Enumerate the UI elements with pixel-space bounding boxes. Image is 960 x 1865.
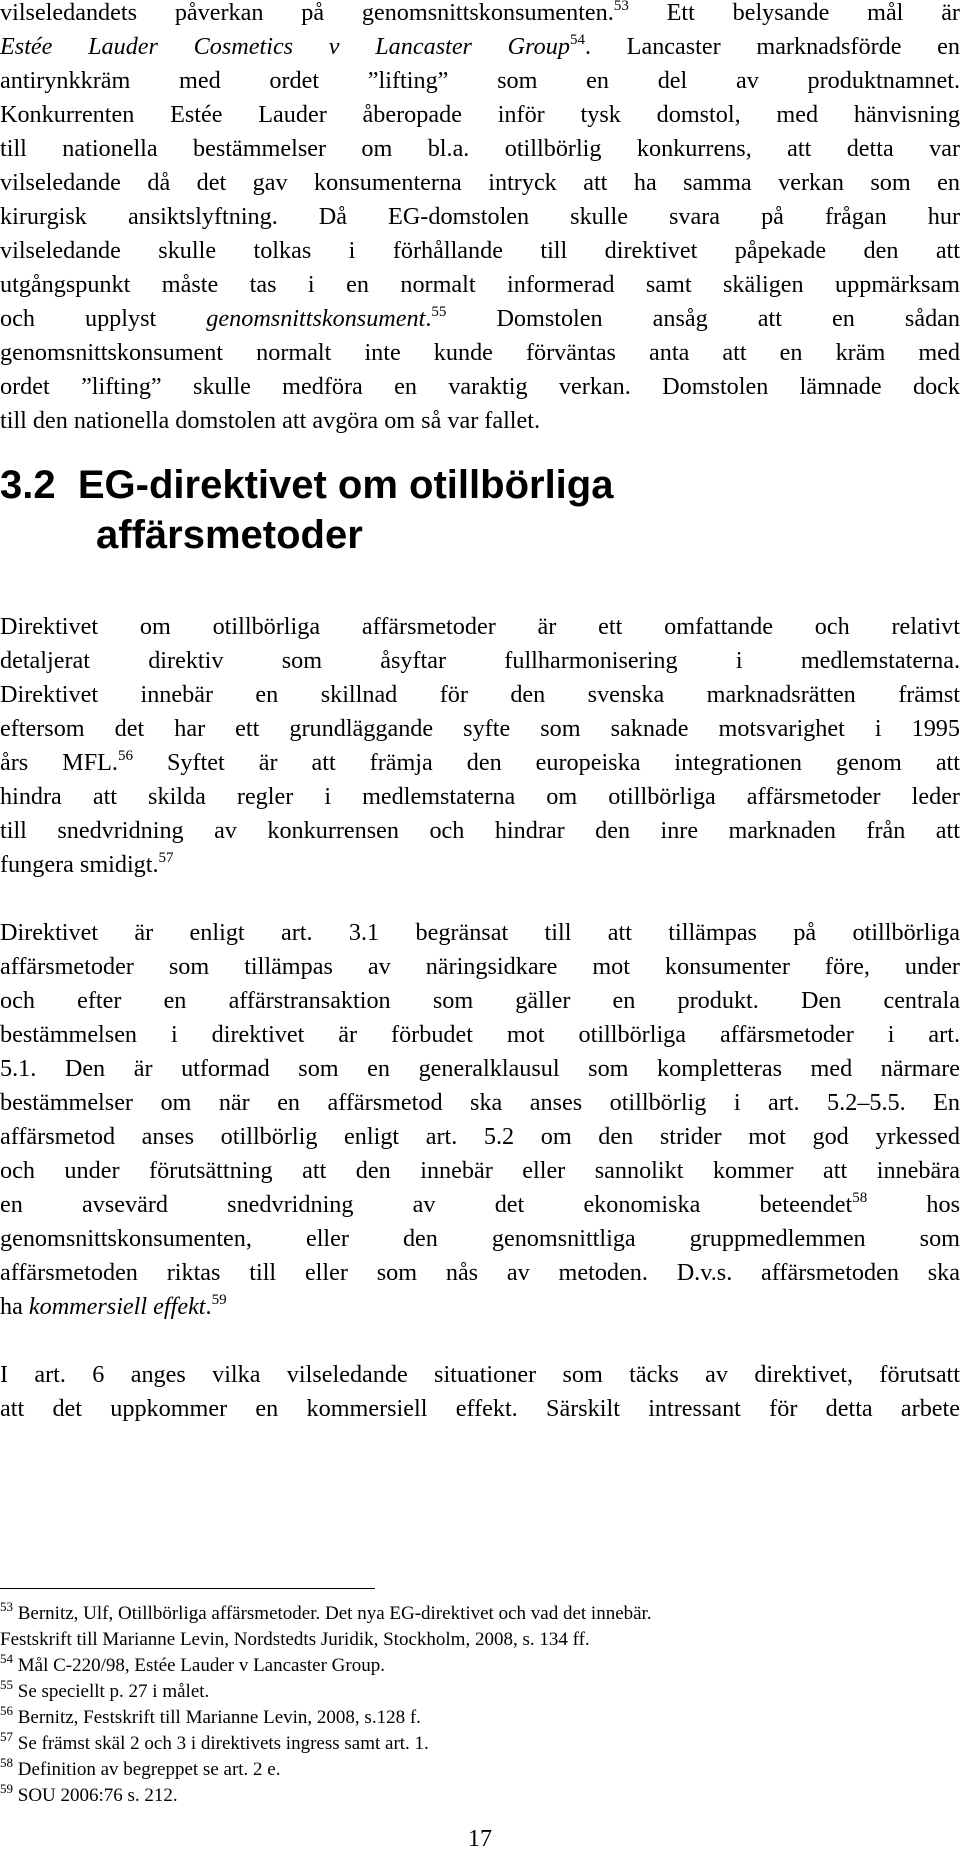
body-line: affärsmetoden riktas till eller som nås av metoden. D.v.s. affärsmetoden ska <box>0 1259 960 1286</box>
body-line: I art. 6 anges vilka vilseledande situationer som täcks av direktivet, förutsatt <box>0 1361 960 1388</box>
footnote-ref[interactable]: 57 <box>158 850 174 866</box>
footnote-59: $^{59}$ SOU 2006:76 s. 212. <box>0 1781 178 1806</box>
section-title-line1: EG-direktivet om otillbörliga <box>77 463 614 507</box>
body-line: affärsmetod anses otillbörlig enligt art. 5.2 om den strider mot god yrkessed <box>0 1123 960 1150</box>
page-number: 17 <box>468 1826 492 1852</box>
footnote-ref[interactable]: 59 <box>211 1292 227 1308</box>
body-line: ordet ”lifting” skulle medföra en varaktig verkan. Domstolen lämnade dock <box>0 373 960 400</box>
body-line: till snedvridning av konkurrensen och hindrar den inre marknaden från att <box>0 817 960 844</box>
body-line: antirynkkräm med ordet ”lifting” som en del av produktnamnet. <box>0 67 960 94</box>
body-line: kirurgisk ansiktslyftning. Då EG-domstolen skulle svara på frågan hur <box>0 203 960 230</box>
footnote-58: $^{58}$ Definition av begreppet se art. 2 e. <box>0 1755 281 1780</box>
body-line: års MFL.$^{56}$ Syftet är att främja den europeiska integrationen genom att <box>0 748 960 776</box>
section-title-line2: affärsmetoder <box>96 513 363 557</box>
footnote-ref[interactable]: 55 <box>431 304 447 320</box>
body-line: en avsevärd snedvridning av det ekonomiska beteendet$^{58}$ hos <box>0 1190 960 1218</box>
body-line: affärsmetoder som tillämpas av näringsidkare mot konsumenter före, under <box>0 953 960 980</box>
body-line: Direktivet är enligt art. 3.1 begränsat till att tillämpas på otillbörliga <box>0 919 960 946</box>
body-line: Direktivet innebär en skillnad för den svenska marknadsrätten främst <box>0 681 960 708</box>
section-heading <box>0 460 960 510</box>
body-line: 5.1. Den är utformad som en generalklausul som kompletteras med närmare <box>0 1055 960 1082</box>
section-number: 3.2 <box>0 463 56 507</box>
body-line: genomsnittskonsumenten, eller den genomsnittliga gruppmedlemmen som <box>0 1225 960 1252</box>
footnote-ref[interactable]: 54 <box>569 32 585 48</box>
footnote-57: $^{57}$ Se främst skäl 2 och 3 i direktivets ingress samt art. 1. <box>0 1729 429 1754</box>
case-name: Estée Lauder Cosmetics v Lancaster Group <box>0 33 570 60</box>
body-line: Direktivet om otillbörliga affärsmetoder är ett omfattande och relativt <box>0 613 960 640</box>
body-line: ha kommersiell effekt.$^{59}$ <box>0 1292 227 1320</box>
body-line: vilseledandets påverkan på genomsnittskonsumenten.$^{53}$ Ett belysande mål är <box>0 0 960 26</box>
footnote-56: $^{56}$ Bernitz, Festskrift till Marianne Levin, 2008, s.128 f. <box>0 1703 421 1728</box>
body-line: bestämmelsen i direktivet är förbudet mot otillbörliga affärsmetoder i art. <box>0 1021 960 1048</box>
body-line: eftersom det har ett grundläggande syfte som saknade motsvarighet i 1995 <box>0 715 960 742</box>
footnote-54: $^{54}$ Mål C-220/98, Estée Lauder v Lancaster Group. <box>0 1651 385 1676</box>
footnote-53: $^{53}$ Bernitz, Ulf, Otillbörliga affärsmetoder. Det nya EG-direktivet och vad det innebär. <box>0 1599 652 1624</box>
body-line: utgångspunkt måste tas i en normalt informerad samt skäligen uppmärksam <box>0 271 960 298</box>
body-line: bestämmelser om när en affärsmetod ska anses otillbörlig i art. 5.2–5.5. En <box>0 1089 960 1116</box>
body-line: till nationella bestämmelser om bl.a. otillbörlig konkurrens, att detta var <box>0 135 960 162</box>
emphasis-term: genomsnittskonsument <box>206 305 426 332</box>
footnote-55: $^{55}$ Se speciellt p. 27 i målet. <box>0 1677 210 1702</box>
body-line: och under förutsättning att den innebär eller sannolikt kommer att innebära <box>0 1157 960 1184</box>
body-line: detaljerat direktiv som åsyftar fullharmonisering i medlemstaterna. <box>0 647 960 674</box>
body-line: till den nationella domstolen att avgöra om så var fallet. <box>0 407 541 434</box>
footnote-ref[interactable]: 53 <box>613 0 629 14</box>
body-line: Konkurrenten Estée Lauder åberopade inför tysk domstol, med hänvisning <box>0 101 960 128</box>
body-line: Estée Lauder Cosmetics v Lancaster Group$^{54}$. Lancaster marknadsförde en <box>0 32 960 60</box>
footnote-separator <box>0 1588 375 1589</box>
body-line: fungera smidigt.$^{57}$ <box>0 850 174 878</box>
body-line: vilseledande då det gav konsumenterna intryck att ha samma verkan som en <box>0 169 960 196</box>
body-line: och efter en affärstransaktion som gäller en produkt. Den centrala <box>0 987 960 1014</box>
body-line: vilseledande skulle tolkas i förhållande till direktivet påpekade den att <box>0 237 960 264</box>
body-line: genomsnittskonsument normalt inte kunde förväntas anta att en kräm med <box>0 339 960 366</box>
footnote-53-cont: Festskrift till Marianne Levin, Nordstedts Juridik, Stockholm, 2008, s. 134 ff. <box>0 1629 590 1650</box>
emphasis-term: kommersiell effekt <box>28 1293 206 1320</box>
body-line: att det uppkommer en kommersiell effekt. Särskilt intressant för detta arbete <box>0 1395 960 1422</box>
footnote-ref[interactable]: 58 <box>852 1190 868 1206</box>
body-line: och upplyst genomsnittskonsument.$^{55}$ Domstolen ansåg att en sådan <box>0 304 960 332</box>
body-line: hindra att skilda regler i medlemstaterna om otillbörliga affärsmetoder leder <box>0 783 960 810</box>
footnote-ref[interactable]: 56 <box>117 748 133 764</box>
